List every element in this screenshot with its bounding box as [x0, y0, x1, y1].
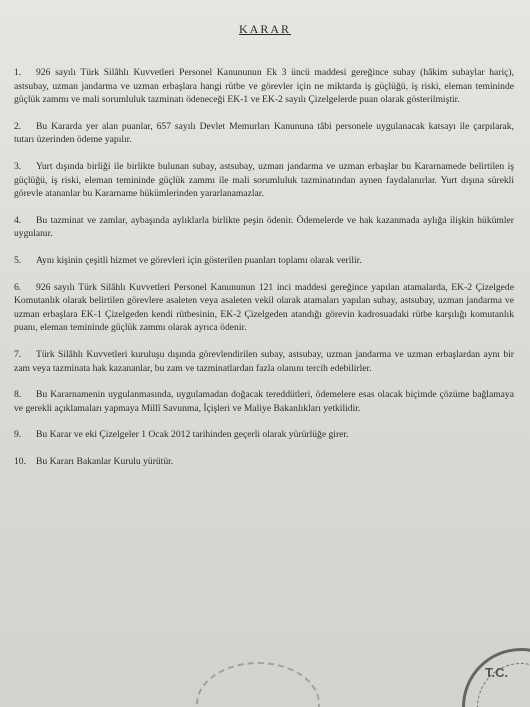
article-number: 8. [14, 389, 22, 401]
article-text: Türk Silâhlı Kuvvetleri kuruluşu dışında görevlendirilen subay, astsubay, uzman jandarma ve uzman erbaşlardan aynı bir zam veya tazminata hak kazananlar, bu zam ve tazminatlardan fazla olanını tercih edebilirler. [14, 348, 514, 374]
article-text: Yurt dışında birliği ile birlikte bulunan subay, astsubay, uzman jandarma ve uzman erbaşlar bu Kararnamede belirtilen iş güçlüğü, iş riski, eleman temininde güçlük zammı ile mali sorumluluk tazminatından aynen faydalanırlar. Yurt dışına sürekli görevle atananlar bu Kararname hükümlerinden yararlanamazlar. [14, 160, 514, 200]
article-item [14, 214, 514, 241]
article-text: 926 sayılı Türk Silâhlı Kuvvetleri Personel Kanununun Ek 3 üncü maddesi gereğince subay (hâkim subaylar hariç), astsubay, uzman jandarma ve uzman erbaşlara hangi rütbe ve görevler için ne miktarda iş güçlüğü, iş riski, eleman temininde güçlük zammı ve mali sorumluluk tazminatı ödeneceği EK-1 ve EK-2 sayılı Çizelgelerde puan olarak gösterilmiştir. [14, 67, 514, 106]
article-text: Bu Kararnamenin uygulanmasında, uygulamadan doğacak tereddütleri, ödemelere esas olacak biçimde çözüme bağlamaya ve gerekli açıklamaları yapmaya Millî Savunma, İçişleri ve Maliye Bakanlıkları yetkilidir. [14, 389, 514, 414]
article-number: 4. [14, 214, 22, 226]
article-item [14, 120, 514, 147]
official-seal-stamp [462, 648, 530, 707]
article-item [14, 254, 514, 268]
article-text: 926 sayılı Türk Silâhlı Kuvvetleri Personel Kanununun 121 inci maddesi gereğince yapılan atamalarda, EK-2 Çizelgede Komutanlık olarak belirtilen görevlere asaleten veya asaleten vekil olarak atamaları yapılan subay, astsubay, uzman jandarma ve uzman erbaşlara EK-1 Çizelgeden kendi rütbesinin, EK-2 Çizelgeden atandığı görevin kadrosuadaki rütbe karşılığı komutanlık puanı, eleman temininde güçlük zammı olarak ayrıca ödenir. [14, 281, 514, 334]
article-list [14, 66, 514, 481]
article-text: Bu Kararda yer alan puanlar, 657 sayılı Devlet Memurları Kanununa tâbi personele uygulanacak katsayı ile çarpılarak, tutarı üzerinden ödeme yapılır. [14, 120, 514, 146]
article-item [14, 160, 514, 201]
article-item [14, 281, 514, 335]
article-number: 6. [14, 281, 22, 293]
article-number: 1. [14, 67, 22, 78]
article-item [14, 455, 514, 469]
article-text: Bu Karar ve eki Çizelgeler 1 Ocak 2012 tarihinden geçerli olarak yürürlüğe girer. [36, 429, 349, 441]
article-text: Bu Kararı Bakanlar Kurulu yürütür. [36, 455, 174, 467]
seal-text: T.C. [485, 665, 509, 680]
article-item [14, 428, 514, 442]
article-item [14, 348, 514, 375]
article-item [14, 66, 514, 107]
document-title: KARAR [238, 22, 291, 36]
article-number: 3. [14, 160, 22, 172]
article-number: 2. [14, 120, 22, 132]
article-number: 7. [14, 348, 22, 360]
article-number: 5. [14, 254, 22, 266]
article-number: 9. [14, 429, 22, 441]
article-text: Aynı kişinin çeşitli hizmet ve görevleri için gösterilen puanları toplamı olarak verilir. [36, 254, 362, 266]
article-item [14, 388, 514, 415]
article-text: Bu tazminat ve zamlar, aybaşında aylıklarla birlikte peşin ödenir. Ödemelerde ve hak kazanmada aylığa ilişkin hükümler uygulanır. [14, 214, 514, 240]
article-number: 10. [14, 455, 26, 467]
faded-seal-stamp [196, 662, 320, 707]
